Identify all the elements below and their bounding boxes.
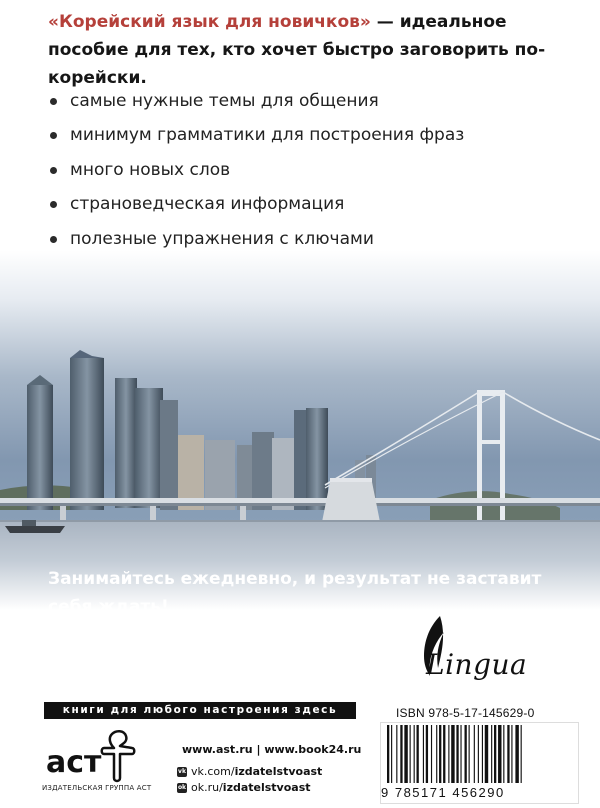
vk-icon: vk bbox=[178, 767, 186, 775]
bullet-dot-icon bbox=[50, 98, 57, 105]
lingua-logo bbox=[400, 612, 530, 692]
site-link-ast[interactable]: www.ast.ru bbox=[182, 743, 253, 756]
feature-item: полезные упражнения с ключами bbox=[48, 226, 464, 260]
barcode-digits: 9 785171 456290 bbox=[381, 785, 505, 800]
tagline-banner: книги для любого настроения здесь bbox=[44, 702, 356, 719]
bullet-dot-icon bbox=[50, 132, 57, 139]
feature-item: много новых слов bbox=[48, 157, 464, 191]
ok-icon: ok bbox=[177, 783, 187, 791]
bullet-dot-icon bbox=[50, 236, 57, 243]
intro-text: — идеальное пособие для тех, кто хочет быстро заговорить по-корейски. bbox=[48, 12, 546, 88]
feature-item: минимум грамматики для построения фраз bbox=[48, 122, 464, 156]
publisher-name: ИЗДАТЕЛЬСКАЯ ГРУППА АСТ bbox=[42, 784, 152, 792]
intro-paragraph bbox=[48, 8, 578, 92]
websites: www.ast.ru | www.book24.ru bbox=[182, 743, 362, 756]
barcode-bars bbox=[381, 723, 578, 787]
site-link-book24[interactable]: www.book24.ru bbox=[264, 743, 362, 756]
feature-item: страноведческая информация bbox=[48, 191, 464, 225]
bullet-dot-icon bbox=[50, 201, 57, 208]
city-bridge-photo bbox=[0, 250, 600, 610]
ok-link[interactable]: ok ok.ru/ izdatelstvoast bbox=[177, 781, 311, 794]
vk-link[interactable]: vk vk.com/ izdatelstvoast bbox=[178, 765, 323, 778]
bullet-dot-icon bbox=[50, 167, 57, 174]
isbn-label: ISBN 978-5-17-145629-0 bbox=[396, 706, 535, 720]
lingua-wordmark: Lingua bbox=[426, 648, 528, 681]
feature-item: самые нужные темы для общения bbox=[48, 88, 464, 122]
ast-logo-text: аст bbox=[46, 745, 102, 780]
motto-text: Занимайтесь ежедневно, и результат не заставит себя ждать! bbox=[48, 569, 542, 617]
book-title-highlight: «Корейский язык для новичков» bbox=[48, 12, 371, 32]
